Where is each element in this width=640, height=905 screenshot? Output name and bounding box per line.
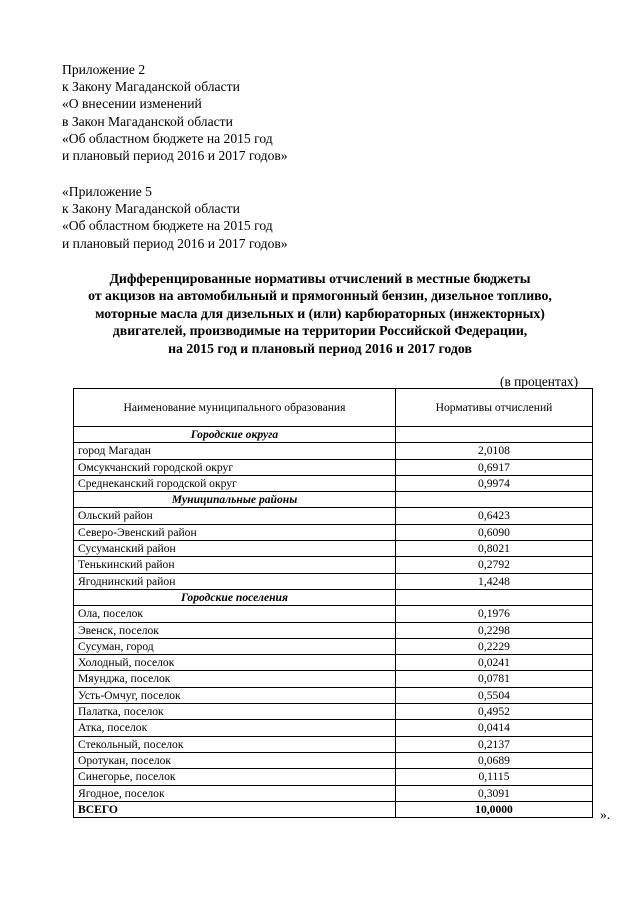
norm-value-cell: 0,3091: [396, 785, 593, 801]
preamble-line: «Об областном бюджете на 2015 год: [62, 218, 273, 234]
norm-value-cell: 0,6423: [396, 508, 593, 524]
municipality-name-cell: Ольский район: [74, 508, 396, 524]
table-row: [74, 622, 593, 638]
norm-value-cell: 2,0108: [396, 443, 593, 459]
norms-table: [73, 388, 593, 818]
header-name-cell: Наименование муниципального образования: [74, 389, 396, 427]
norm-value-cell: 0,0689: [396, 752, 593, 768]
table-row: [74, 573, 593, 589]
municipality-name-cell: Сусуманский район: [74, 541, 396, 557]
norm-value-cell: 0,5504: [396, 687, 593, 703]
municipality-name-cell: Мяунджа, поселок: [74, 671, 396, 687]
municipality-name-cell: Омсукчанский городской округ: [74, 459, 396, 475]
norm-value-cell: 10,0000: [396, 801, 593, 817]
table-row: [74, 606, 593, 622]
norm-value-cell: 0,6090: [396, 524, 593, 540]
table-row: [74, 671, 593, 687]
section-row: [74, 427, 593, 443]
norm-value-cell: [396, 589, 593, 605]
norm-value-cell: 0,0781: [396, 671, 593, 687]
title-line: от акцизов на автомобильный и прямогонный бензин, дизельное топливо,: [88, 288, 552, 304]
preamble-line: и плановый период 2016 и 2017 годов»: [62, 235, 288, 251]
table-row: [74, 557, 593, 573]
norm-value-cell: [396, 492, 593, 508]
norm-value-cell: 0,4952: [396, 704, 593, 720]
preamble-line: «Об областном бюджете на 2015 год: [62, 130, 273, 146]
norm-value-cell: 0,9974: [396, 475, 593, 491]
municipality-name-cell: Атка, поселок: [74, 720, 396, 736]
municipality-name-cell: Ягоднинский район: [74, 573, 396, 589]
section-title-cell: Городские поселения: [74, 589, 396, 605]
norm-value-cell: 1,4248: [396, 573, 593, 589]
norm-value-cell: 0,2229: [396, 638, 593, 654]
table-row: [74, 638, 593, 654]
table-row: [74, 704, 593, 720]
section-row: [74, 589, 593, 605]
title-line: моторные масла для дизельных и (или) карбюраторных (инжекторных): [95, 305, 545, 321]
title-line: двигателей, производимые на территории Российской Федерации,: [112, 323, 528, 339]
table-row: [74, 459, 593, 475]
preamble-line: «Приложение 5: [62, 184, 152, 199]
municipality-name-cell: Синегорье, поселок: [74, 769, 396, 785]
title-line: Дифференцированные нормативы отчислений в местные бюджеты: [109, 271, 531, 286]
norm-value-cell: [396, 427, 593, 443]
section-row: [74, 492, 593, 508]
section-title-cell: Городские округа: [74, 427, 396, 443]
closing-quote: ».: [600, 807, 611, 822]
norm-value-cell: 0,8021: [396, 541, 593, 557]
annex-2-preamble: [62, 61, 288, 164]
preamble-line: «О внесении изменений: [62, 96, 202, 112]
table-row: [74, 736, 593, 752]
municipality-name-cell: город Магадан: [74, 443, 396, 459]
municipality-name-cell: Тенькинский район: [74, 557, 396, 573]
preamble-line: и плановый период 2016 и 2017 годов»: [62, 148, 288, 164]
municipality-name-cell: Усть-Омчуг, поселок: [74, 687, 396, 703]
total-row: [74, 801, 593, 817]
preamble-line: к Закону Магаданской области: [62, 79, 240, 95]
table-row: [74, 524, 593, 540]
section-title-cell: Муниципальные районы: [74, 492, 396, 508]
preamble-line: Приложение 2: [62, 62, 146, 77]
header-value-cell: Нормативы отчислений: [396, 389, 593, 427]
municipality-name-cell: Эвенск, поселок: [74, 622, 396, 638]
title-line: на 2015 год и плановый период 2016 и 2017 годов: [168, 340, 472, 356]
municipality-name-cell: Ола, поселок: [74, 606, 396, 622]
table-row: [74, 687, 593, 703]
norm-value-cell: 0,6917: [396, 459, 593, 475]
table-row: [74, 508, 593, 524]
units-note: (в процентах): [500, 374, 579, 389]
norm-value-cell: 0,1976: [396, 606, 593, 622]
norm-value-cell: 0,1115: [396, 769, 593, 785]
table-row: [74, 443, 593, 459]
table-header-row: [74, 389, 593, 427]
municipality-name-cell: Сусуман, город: [74, 638, 396, 654]
municipality-name-cell: Среднеканский городской округ: [74, 475, 396, 491]
norm-value-cell: 0,2137: [396, 736, 593, 752]
annex-5-preamble: [62, 183, 288, 252]
table-row: [74, 720, 593, 736]
table-row: [74, 541, 593, 557]
table-row: [74, 769, 593, 785]
municipality-name-cell: Северо-Эвенский район: [74, 524, 396, 540]
table-row: [74, 655, 593, 671]
municipality-name-cell: Ягодное, поселок: [74, 785, 396, 801]
table-row: [74, 785, 593, 801]
preamble-line: к Закону Магаданской области: [62, 201, 240, 217]
municipality-name-cell: Оротукан, поселок: [74, 752, 396, 768]
municipality-name-cell: Стекольный, поселок: [74, 736, 396, 752]
norm-value-cell: 0,0241: [396, 655, 593, 671]
table-row: [74, 752, 593, 768]
preamble-line: в Закон Магаданской области: [62, 113, 233, 129]
municipality-name-cell: ВСЕГО: [74, 801, 396, 817]
norm-value-cell: 0,2298: [396, 622, 593, 638]
municipality-name-cell: Холодный, поселок: [74, 655, 396, 671]
municipality-name-cell: Палатка, поселок: [74, 704, 396, 720]
norm-value-cell: 0,0414: [396, 720, 593, 736]
document-title: [0, 270, 640, 357]
table-row: [74, 475, 593, 491]
norm-value-cell: 0,2792: [396, 557, 593, 573]
